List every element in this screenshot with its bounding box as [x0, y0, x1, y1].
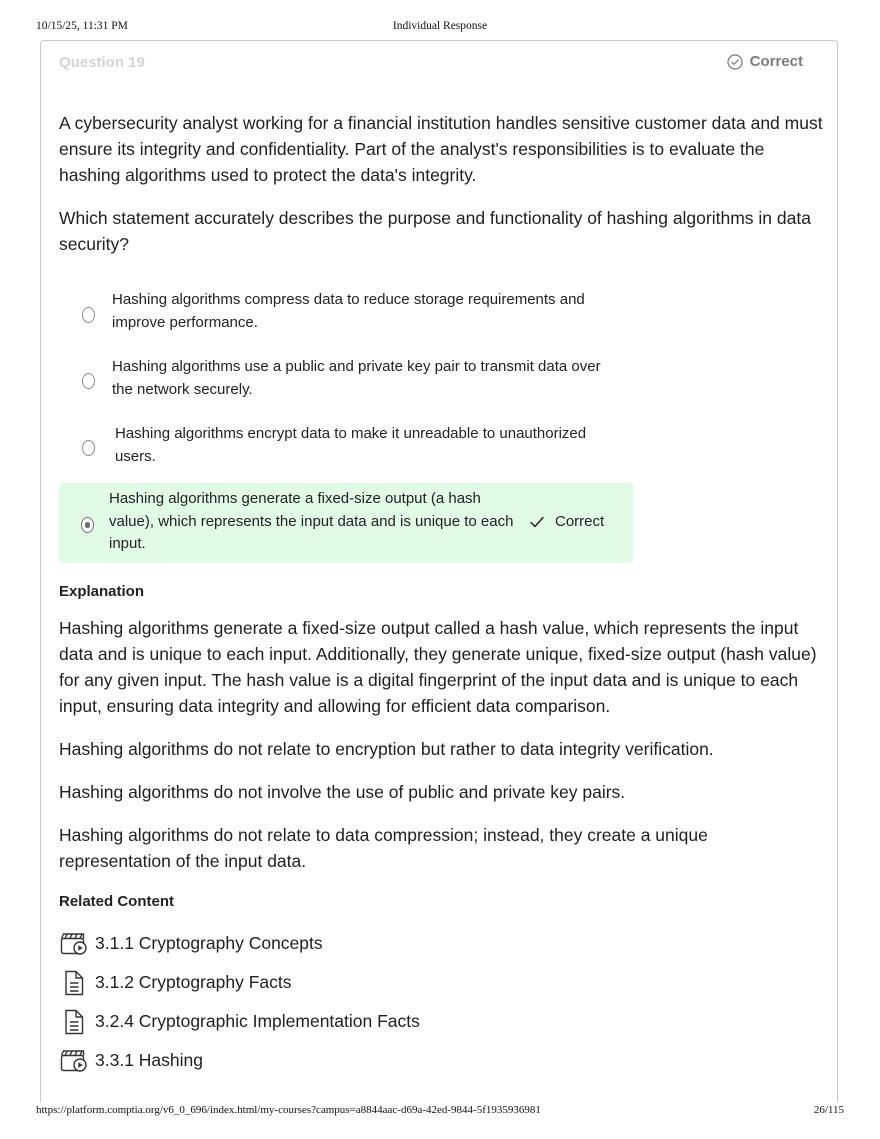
question-number: Question 19 [59, 54, 145, 71]
print-date: 10/15/25, 11:31 PM [36, 20, 128, 32]
video-icon [59, 1047, 89, 1075]
print-footer [36, 1104, 844, 1120]
question-header [59, 53, 803, 75]
related-link-label: 3.1.1 Cryptography Concepts [95, 933, 323, 953]
radio-button[interactable] [82, 440, 95, 456]
related-link-label: 3.1.2 Cryptography Facts [95, 972, 292, 992]
answer-option-selected-correct[interactable] [59, 483, 633, 563]
radio-button[interactable] [82, 307, 95, 323]
related-link-cryptography-concepts[interactable] [59, 924, 559, 963]
answer-options [59, 282, 633, 563]
question-card [40, 40, 838, 1102]
explanation-paragraph: Hashing algorithms do not relate to encryption but rather to data integrity verification. [59, 739, 714, 759]
check-circle-icon [727, 54, 743, 70]
print-url: https://platform.comptia.org/v6_0_696/index.html/my-courses?campus=a8844aac-d69a-42ed-9844-5f1935936981 [36, 1104, 541, 1116]
status-label: Correct [749, 53, 803, 70]
related-link-hashing[interactable] [59, 1041, 559, 1080]
related-link-label: 3.2.4 Cryptographic Implementation Facts [95, 1011, 420, 1031]
explanation-title: Explanation [59, 583, 145, 600]
answer-option-text: Hashing algorithms encrypt data to make it unreadable to unauthorized users. [115, 425, 587, 465]
radio-button[interactable] [82, 373, 95, 389]
radio-button-selected[interactable] [81, 517, 94, 533]
related-link-cryptographic-implementation-facts[interactable] [59, 1002, 559, 1041]
question-prompt: Which statement accurately describes the purpose and functionality of hashing algorithms in data security? [59, 208, 811, 254]
related-content-list [59, 924, 559, 1080]
document-icon [59, 969, 89, 997]
explanation-paragraph: Hashing algorithms do not involve the use of public and private key pairs. [59, 782, 626, 802]
explanation-paragraph: Hashing algorithms do not relate to data compression; instead, they create a unique representation of the input data. [59, 825, 708, 871]
answer-option-text: Hashing algorithms compress data to reduce storage requirements and improve performance. [112, 291, 585, 331]
video-icon [59, 930, 89, 958]
answer-option-text: Hashing algorithms use a public and private key pair to transmit data over the network securely. [112, 358, 601, 398]
page-number: 26/115 [813, 1104, 844, 1116]
question-scenario: A cybersecurity analyst working for a financial institution handles sensitive customer data and must ensure its integrity and confidentiality. Part of the analyst's responsibilities is to evaluate the hashing algorithms used to protect the data's integrity. [59, 113, 823, 185]
related-content-title: Related Content [59, 893, 175, 910]
document-icon [59, 1008, 89, 1036]
related-link-cryptography-facts[interactable] [59, 963, 559, 1002]
explanation-paragraph: Hashing algorithms generate a fixed-size output called a hash value, which represents the input data and is unique to each input. Additionally, they generate unique, fixed-size output (hash value) for any given input. The hash value is a digital fingerprint of the input data and is unique to each input, ensuring data integrity and allowing for efficient data comparison. [59, 618, 817, 716]
feedback-label: Correct [555, 513, 605, 530]
answer-option[interactable] [59, 349, 633, 416]
answer-feedback [529, 513, 604, 530]
answer-option[interactable] [59, 282, 633, 349]
status-badge [727, 53, 803, 70]
checkmark-icon [529, 515, 545, 529]
related-link-label: 3.3.1 Hashing [95, 1050, 203, 1070]
print-header [36, 20, 844, 36]
answer-option[interactable] [59, 416, 633, 483]
answer-option-text: Hashing algorithms generate a fixed-size output (a hash value), which represents the input data and is unique to each input. [109, 490, 514, 552]
print-title: Individual Response [392, 20, 488, 32]
